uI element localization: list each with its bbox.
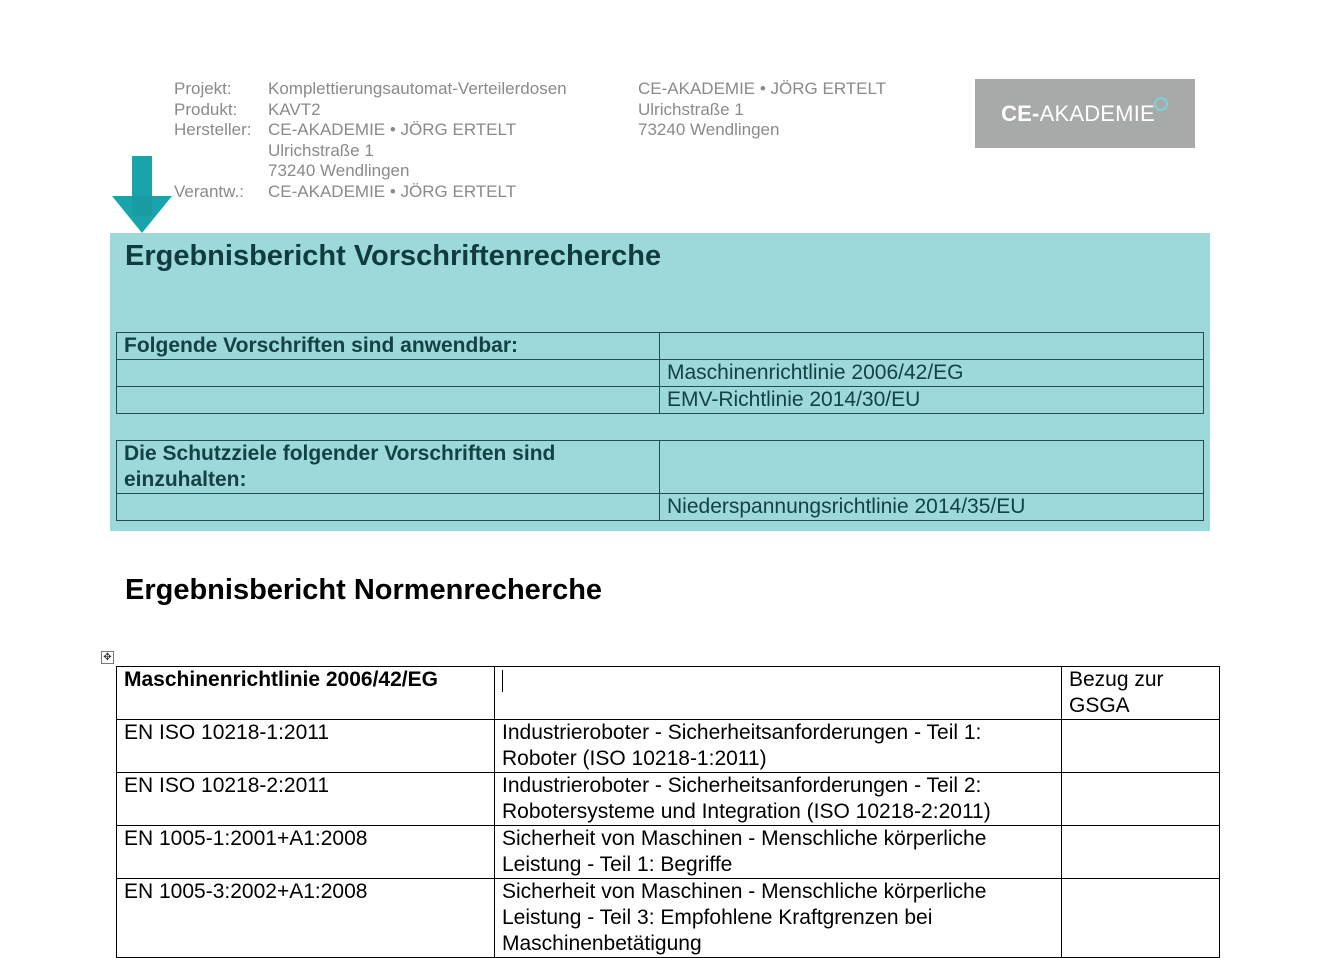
- table-row: [117, 441, 1204, 494]
- table-cell[interactable]: EN 1005-1:2001+A1:2008: [117, 826, 495, 879]
- table-cell[interactable]: [1062, 879, 1220, 958]
- section-title-regulations: Ergebnisbericht Vorschriftenrecherche: [125, 240, 662, 272]
- address-city: 73240 Wendlingen: [638, 120, 780, 140]
- header-value-hersteller: CE-AKADEMIE • JÖRG ERTELT: [268, 120, 517, 140]
- table-cell[interactable]: [495, 667, 1062, 720]
- logo-text-right: AKADEMIE: [1039, 100, 1155, 126]
- table-row: [117, 720, 1220, 773]
- header-value-produkt: KAVT2: [268, 99, 321, 119]
- table-cell[interactable]: [1062, 826, 1220, 879]
- ce-akademie-logo: [975, 79, 1195, 148]
- table-row: [117, 387, 1204, 414]
- address-street: Ulrichstraße 1: [638, 99, 744, 119]
- down-arrow-icon: [112, 156, 172, 233]
- table-cell[interactable]: Bezug zur GSGA: [1062, 667, 1220, 720]
- header-value-city: 73240 Wendlingen: [268, 161, 410, 181]
- table-cell[interactable]: [660, 441, 1204, 494]
- header-label-verantw: Verantw.:: [174, 181, 244, 201]
- table-row: [117, 879, 1220, 958]
- header-value-verantw: CE-AKADEMIE • JÖRG ERTELT: [268, 181, 517, 201]
- header-label-blank: [174, 161, 251, 182]
- table-cell[interactable]: EN 1005-3:2002+A1:2008: [117, 879, 495, 958]
- header-label-blank: [174, 141, 251, 162]
- table-cell[interactable]: EMV-Richtlinie 2014/30/EU: [660, 387, 1204, 414]
- standards-table: [116, 666, 1220, 958]
- logo-text-left: CE-: [1001, 100, 1040, 126]
- table-cell[interactable]: [1062, 773, 1220, 826]
- header-label-projekt: Projekt:: [174, 79, 232, 98]
- logo-ring-icon: [1154, 97, 1168, 111]
- table-cell[interactable]: Sicherheit von Maschinen - Menschliche körperliche Leistung - Teil 3: Empfohlene Kraftgrenzen bei Maschinenbetätigung: [495, 879, 1062, 958]
- table-cell[interactable]: Industrieroboter - Sicherheitsanforderungen - Teil 1: Roboter (ISO 10218-1:2011): [495, 720, 1062, 773]
- table-cell[interactable]: Industrieroboter - Sicherheitsanforderungen - Teil 2: Robotersysteme und Integration (ISO 10218-2:2011): [495, 773, 1062, 826]
- address-company: CE-AKADEMIE • JÖRG ERTELT: [638, 79, 887, 98]
- header-label-hersteller: Hersteller:: [174, 120, 252, 140]
- header-values: [268, 79, 567, 203]
- table-cell[interactable]: Maschinenrichtlinie 2006/42/EG: [660, 360, 1204, 387]
- table-cell[interactable]: [117, 360, 660, 387]
- table-cell[interactable]: Folgende Vorschriften sind anwendbar:: [117, 333, 660, 360]
- table-cell[interactable]: [117, 494, 660, 521]
- table-cell[interactable]: Sicherheit von Maschinen - Menschliche körperliche Leistung - Teil 1: Begriffe: [495, 826, 1062, 879]
- table-cell[interactable]: [660, 333, 1204, 360]
- table-cell[interactable]: Die Schutzziele folgender Vorschriften sind einzuhalten:: [117, 441, 660, 494]
- applicable-regulations-table: [116, 332, 1204, 414]
- table-header-row: [117, 667, 1220, 720]
- section-title-standards: Ergebnisbericht Normenrecherche: [125, 574, 603, 606]
- table-cell[interactable]: EN ISO 10218-1:2011: [117, 720, 495, 773]
- table-row: [117, 773, 1220, 826]
- table-row: [117, 360, 1204, 387]
- table-cell[interactable]: [117, 387, 660, 414]
- header-label-produkt: Produkt:: [174, 99, 238, 119]
- protection-goals-table: [116, 440, 1204, 521]
- header-value-street: Ulrichstraße 1: [268, 140, 374, 160]
- text-cursor: [502, 670, 503, 692]
- header-address: [638, 79, 886, 141]
- table-row: [117, 333, 1204, 360]
- table-cell[interactable]: Maschinenrichtlinie 2006/42/EG: [117, 667, 495, 720]
- table-cell[interactable]: Niederspannungsrichtlinie 2014/35/EU: [660, 494, 1204, 521]
- table-cell[interactable]: EN ISO 10218-2:2011: [117, 773, 495, 826]
- header-labels: [174, 79, 251, 203]
- header-value-projekt: Komplettierungsautomat-Verteilerdosen: [268, 79, 567, 98]
- table-cell[interactable]: [1062, 720, 1220, 773]
- table-move-handle-icon[interactable]: ✥: [101, 651, 114, 664]
- table-row: [117, 494, 1204, 521]
- table-row: [117, 826, 1220, 879]
